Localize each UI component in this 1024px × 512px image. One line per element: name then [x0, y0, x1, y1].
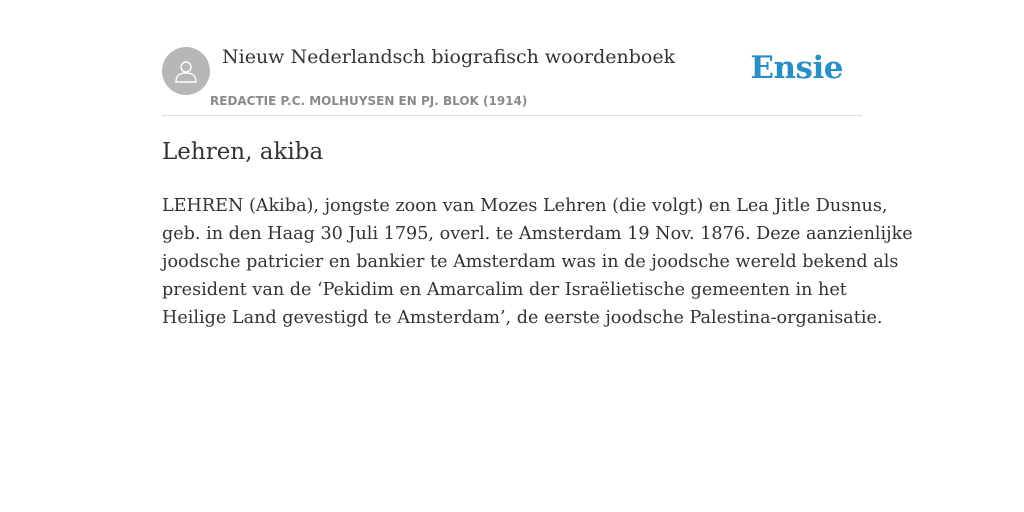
article-line: joodsche patricier en bankier te Amsterdam was in de joodsche wereld bekend als [162, 252, 899, 272]
ensie-logo[interactable]: Ensie [750, 50, 843, 86]
book-title[interactable]: Nieuw Nederlandsch biografisch woordenboek [222, 46, 676, 68]
avatar[interactable] [162, 47, 210, 95]
editors-subtitle: REDACTIE P.C. MOLHUYSEN EN PJ. BLOK (1914) [210, 94, 528, 108]
article-line: president van de ‘Pekidim en Amarcalim der Israëlietische gemeenten in het [162, 280, 847, 300]
article-title: Lehren, akiba [162, 139, 324, 165]
article-line: geb. in den Haag 30 Juli 1795, overl. te Amsterdam 19 Nov. 1876. Deze aanzienlijke [162, 224, 913, 244]
article-body [162, 192, 913, 332]
article-line: Heilige Land gevestigd te Amsterdam’, de eerste joodsche Palestina-organisatie. [162, 308, 883, 328]
person-icon [172, 57, 200, 85]
header [162, 38, 862, 116]
article-line: LEHREN (Akiba), jongste zoon van Mozes Lehren (die volgt) en Lea Jitle Dusnus, [162, 196, 888, 216]
